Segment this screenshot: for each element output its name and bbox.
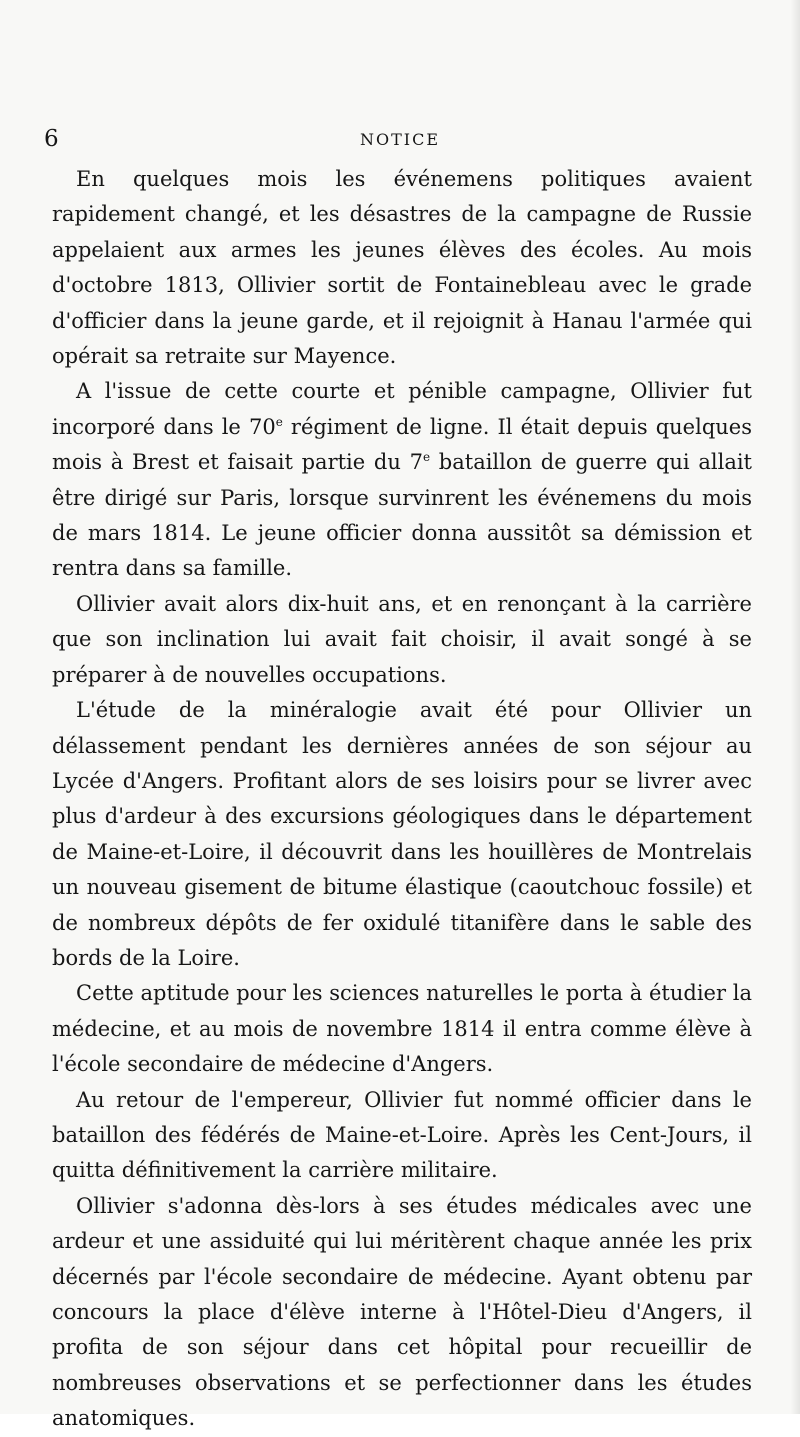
page-edge-shadow [790,0,800,1414]
paragraph-6-text: Au retour de l'empereur, Ollivier fut nommé officier dans le bataillon des fédérés de Maine-et-Loire. Après les Cent-Jours, il quitta définitivement la carrière militaire. [52,1087,752,1183]
page-number: 6 [44,126,59,152]
paragraph-2-text-middle: régiment de ligne. Il était depuis quelques mois à Brest et faisait partie du 7 [52,414,752,475]
paragraph-5-text: Cette aptitude pour les sciences naturelles le porta à étudier la médecine, et au mois de novembre 1814 il entra comme élève à l'école secondaire de médecine d'Angers. [52,981,752,1077]
ordinal-suffix: e [275,414,283,429]
paragraph-7 [52,1189,752,1437]
paragraph-3-text: Ollivier avait alors dix-huit ans, et en renonçant à la carrière que son inclination lui avait fait choisir, il avait songé à se préparer à de nouvelles occupations. [52,591,752,687]
paragraph-2-text-start: A l'issue de cette courte et pénible campagne, Ollivier fut incorporé dans le 70 [52,379,752,439]
paragraph-6 [52,1083,752,1189]
paragraph-2-text-end: bataillon de guerre qui allait être dirigé sur Paris, lorsque survinrent les événemens du mois de mars 1814. Le jeune officier donna aussitôt sa démission et rentra dans sa famille. [52,450,752,581]
paragraph-1 [52,162,752,374]
paragraph-4 [52,693,752,976]
paragraph-5 [52,976,752,1082]
paragraph-4-text: L'étude de la minéralogie avait été pour Ollivier un délassement pendant les dernières années de son séjour au Lycée d'Angers. Profitant alors de ses loisirs pour se livrer avec plus d'ardeur à des excursions géologiques dans le département de Maine-et-Loire, il découvrit dans les houillères de Montrelais un nouveau gisement de bitume élastique (caoutchouc fossile) et de nombreux dépôts de fer oxidulé titanifère dans le sable des bords de la Loire. [52,698,752,970]
running-title: NOTICE [359,130,441,149]
paragraph-1-text: En quelques mois les événemens politiques avaient rapidement changé, et les désastres de la campagne de Russie appelaient aux armes les jeunes élèves des écoles. Au mois d'octobre 1813, Ollivier sortit de Fontainebleau avec le grade d'officier dans la jeune garde, et il rejoignit à Hanau l'armée qui opérait sa retraite sur Mayence. [52,167,752,369]
paragraph-3 [52,587,752,693]
paragraph-7-text: Ollivier s'adonna dès-lors à ses études médicales avec une ardeur et une assiduité qui lui méritèrent chaque année les prix décernés par l'école secondaire de médecine. Ayant obtenu par concours la place d'élève interne à l'Hôtel-Dieu d'Angers, il profita de son séjour dans cet hôpital pour recueillir de nombreuses observations et se perfectionner dans les études anatomiques. [52,1193,752,1431]
paragraph-2 [52,374,752,586]
body-text [52,162,752,1437]
running-head [44,124,756,158]
ordinal-suffix: e [422,450,431,465]
